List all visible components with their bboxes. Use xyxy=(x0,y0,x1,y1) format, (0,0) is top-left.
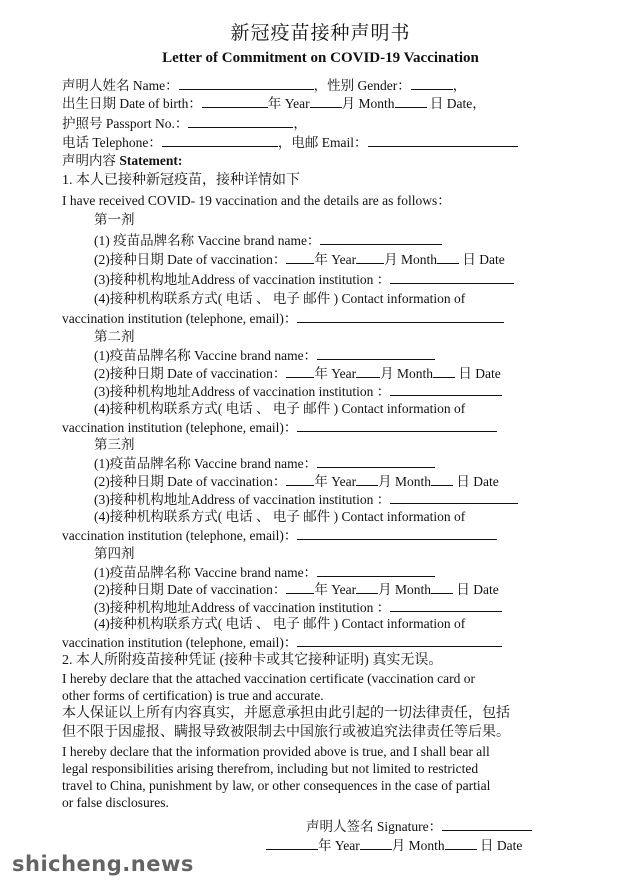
item2-en-line2: other forms of certification) is true and accurate. xyxy=(62,688,324,703)
month-label: 月 Month xyxy=(384,252,437,267)
gender-field[interactable] xyxy=(411,76,453,90)
month-label: 月 Month xyxy=(391,838,445,853)
dose2-month-field[interactable] xyxy=(356,364,380,378)
dose2-contact-label: (4)接种机构联系方式( 电话 、 电子 邮件 ) Contact information of xyxy=(94,401,466,416)
year-label: 年 Year xyxy=(314,474,357,489)
dose4-address-field[interactable] xyxy=(390,598,502,612)
dose2-address-row xyxy=(94,382,502,401)
brand-label: (1) 疫苗品牌名称 Vaccine brand name： xyxy=(94,233,321,248)
guarantee-en-line3: travel to China, punishment by law, or other consequences in the case of partial xyxy=(62,778,491,793)
name-label: 声明人姓名 Name： xyxy=(62,78,179,93)
document-title-english: Letter of Commitment on COVID-19 Vaccination xyxy=(162,50,479,66)
month-label: 月 Month xyxy=(378,474,431,489)
month-label: 月 Month xyxy=(380,366,433,381)
date-label: 日 Date xyxy=(462,252,505,267)
contact-label: vaccination institution (telephone, email)： xyxy=(62,311,298,326)
dose2-contact-field[interactable] xyxy=(297,418,497,432)
dose3-contact-label: (4)接种机构联系方式( 电话 、 电子 邮件 ) Contact information of xyxy=(94,509,466,524)
dose1-brand-row xyxy=(94,231,442,250)
address-label: (3)接种机构地址Address of vaccination institution ： xyxy=(94,272,391,287)
date-label: 日 Date xyxy=(456,582,499,597)
month-label: 月 Month xyxy=(378,582,431,597)
dose2-contact-row xyxy=(62,418,497,437)
email-field[interactable] xyxy=(368,133,518,147)
dose1-contact-label: (4)接种机构联系方式( 电话 、 电子 邮件 ) Contact information of xyxy=(94,291,466,306)
guarantee-cn-line1: 本人保证以上所有内容真实，并愿意承担由此引起的一切法律责任，包括 xyxy=(62,706,510,721)
passport-field[interactable] xyxy=(188,114,293,128)
dose2-day-field[interactable] xyxy=(433,364,455,378)
item2-en-line1: I hereby declare that the attached vaccination certificate (vaccination card or xyxy=(62,671,476,686)
dose1-date-row xyxy=(94,250,505,269)
email-label: ，电邮 Email： xyxy=(277,135,368,150)
dob-year-field[interactable] xyxy=(202,94,268,108)
name-field[interactable] xyxy=(179,76,314,90)
brand-label: (1)疫苗品牌名称 Vaccine brand name： xyxy=(94,565,318,580)
passport-row xyxy=(62,114,307,133)
statement-heading xyxy=(62,152,182,170)
dose1-year-field[interactable] xyxy=(286,250,314,264)
guarantee-en-line2: legal responsibilities arising therefrom, including but not limited to restricted xyxy=(62,761,479,776)
dose3-contact-field[interactable] xyxy=(297,526,497,540)
name-gender-row xyxy=(62,76,466,95)
guarantee-en-line1: I hereby declare that the information provided above is true, and I shall bear all xyxy=(62,744,490,759)
dob-day-field[interactable] xyxy=(395,94,427,108)
dose2-year-field[interactable] xyxy=(286,364,314,378)
statement-cn: 声明内容 xyxy=(62,153,116,168)
address-label: (3)接种机构地址Address of vaccination institution ： xyxy=(94,492,391,507)
guarantee-en-line4: or false disclosures. xyxy=(62,795,169,810)
dose1-brand-field[interactable] xyxy=(320,231,442,245)
dose2-brand-field[interactable] xyxy=(317,346,435,360)
dose4-month-field[interactable] xyxy=(356,580,378,594)
dose4-day-field[interactable] xyxy=(431,580,453,594)
dose3-date-row xyxy=(94,472,499,491)
date-label: 日 Date xyxy=(456,474,499,489)
dose3-address-field[interactable] xyxy=(390,490,518,504)
year-label: 年 Year xyxy=(314,252,357,267)
comma: ， xyxy=(452,78,467,93)
dose3-year-field[interactable] xyxy=(286,472,314,486)
dose1-contact-field[interactable] xyxy=(297,309,504,323)
vaccination-date-label: (2)接种日期 Date of vaccination： xyxy=(94,474,287,489)
dose4-year-field[interactable] xyxy=(286,580,314,594)
signature-date-row xyxy=(266,836,522,855)
vaccination-date-label: (2)接种日期 Date of vaccination： xyxy=(94,252,287,267)
dose2-address-field[interactable] xyxy=(390,382,502,396)
contact-label: vaccination institution (telephone, email)： xyxy=(62,528,298,543)
dose3-heading: 第三剂 xyxy=(94,437,135,452)
statement-en: Statement: xyxy=(119,153,183,168)
vaccination-date-label: (2)接种日期 Date of vaccination： xyxy=(94,582,287,597)
date-label: 日 Date xyxy=(458,366,501,381)
contact-label: vaccination institution (telephone, email)： xyxy=(62,635,298,650)
vaccination-date-label: (2)接种日期 Date of vaccination： xyxy=(94,366,287,381)
dose1-address-field[interactable] xyxy=(390,270,514,284)
gender-label: ，性别 Gender： xyxy=(313,78,411,93)
brand-label: (1)疫苗品牌名称 Vaccine brand name： xyxy=(94,456,318,471)
dose1-month-field[interactable] xyxy=(356,250,384,264)
document-title-chinese: 新冠疫苗接种声明书 xyxy=(230,23,411,44)
month-label: 月 Month xyxy=(341,96,395,111)
address-label: (3)接种机构地址Address of vaccination institution ： xyxy=(94,384,391,399)
dose2-heading: 第二剂 xyxy=(94,329,135,344)
signature-day-field[interactable] xyxy=(445,836,477,850)
dose1-day-field[interactable] xyxy=(437,250,459,264)
signature-year-field[interactable] xyxy=(266,836,318,850)
comma: ， xyxy=(293,116,307,131)
year-label: 年 Year xyxy=(314,582,357,597)
dose1-address-row xyxy=(94,270,514,289)
signature-label: 声明人签名 Signature： xyxy=(306,819,443,834)
dose3-month-field[interactable] xyxy=(356,472,378,486)
passport-label: 护照号 Passport No.： xyxy=(62,116,189,131)
signature-row xyxy=(306,817,532,836)
dose3-brand-field[interactable] xyxy=(317,454,435,468)
telephone-label: 电话 Telephone： xyxy=(62,135,162,150)
signature-month-field[interactable] xyxy=(360,836,392,850)
year-label: 年 Year xyxy=(267,96,310,111)
date-label: 日 Date xyxy=(429,96,473,111)
dose3-address-row xyxy=(94,490,518,509)
comma: ， xyxy=(472,96,486,111)
dob-row xyxy=(62,94,486,113)
dob-month-field[interactable] xyxy=(310,94,342,108)
date-label: 日 Date xyxy=(480,838,523,853)
year-label: 年 Year xyxy=(318,838,360,853)
dose3-brand-row xyxy=(94,454,435,473)
guarantee-cn-line2: 但不限于因虚报、瞒报导致被限制去中国旅行或被追究法律责任等后果。 xyxy=(62,725,510,740)
dose4-date-row xyxy=(94,580,499,599)
dose4-brand-field[interactable] xyxy=(317,563,435,577)
contact-label: vaccination institution (telephone, email)： xyxy=(62,420,298,435)
dose2-date-row xyxy=(94,364,501,383)
watermark: shicheng.news xyxy=(12,852,194,876)
dose2-brand-row xyxy=(94,346,435,365)
dose4-contact-field[interactable] xyxy=(297,633,502,647)
item1-cn: 1. 本人已接种新冠疫苗，接种详情如下 xyxy=(62,173,300,188)
dose4-contact-row xyxy=(62,633,502,652)
telephone-field[interactable] xyxy=(162,133,278,147)
dose3-contact-row xyxy=(62,526,497,545)
item1-en: I have received COVID- 19 vaccination and the details are as follows： xyxy=(62,193,451,208)
contact-row xyxy=(62,133,518,152)
dose4-heading: 第四剂 xyxy=(94,546,135,561)
dose3-day-field[interactable] xyxy=(431,472,453,486)
signature-field[interactable] xyxy=(442,817,532,831)
dose4-contact-label: (4)接种机构联系方式( 电话 、 电子 邮件 ) Contact information of xyxy=(94,616,466,631)
year-label: 年 Year xyxy=(314,366,357,381)
brand-label: (1)疫苗品牌名称 Vaccine brand name： xyxy=(94,348,318,363)
dose1-heading: 第一剂 xyxy=(94,212,135,227)
item2-cn: 2. 本人所附疫苗接种凭证 (接种卡或其它接种证明) 真实无误。 xyxy=(62,653,443,668)
dob-label: 出生日期 Date of birth： xyxy=(62,96,202,111)
address-label: (3)接种机构地址Address of vaccination institution ： xyxy=(94,600,391,615)
dose1-contact-row xyxy=(62,309,504,328)
